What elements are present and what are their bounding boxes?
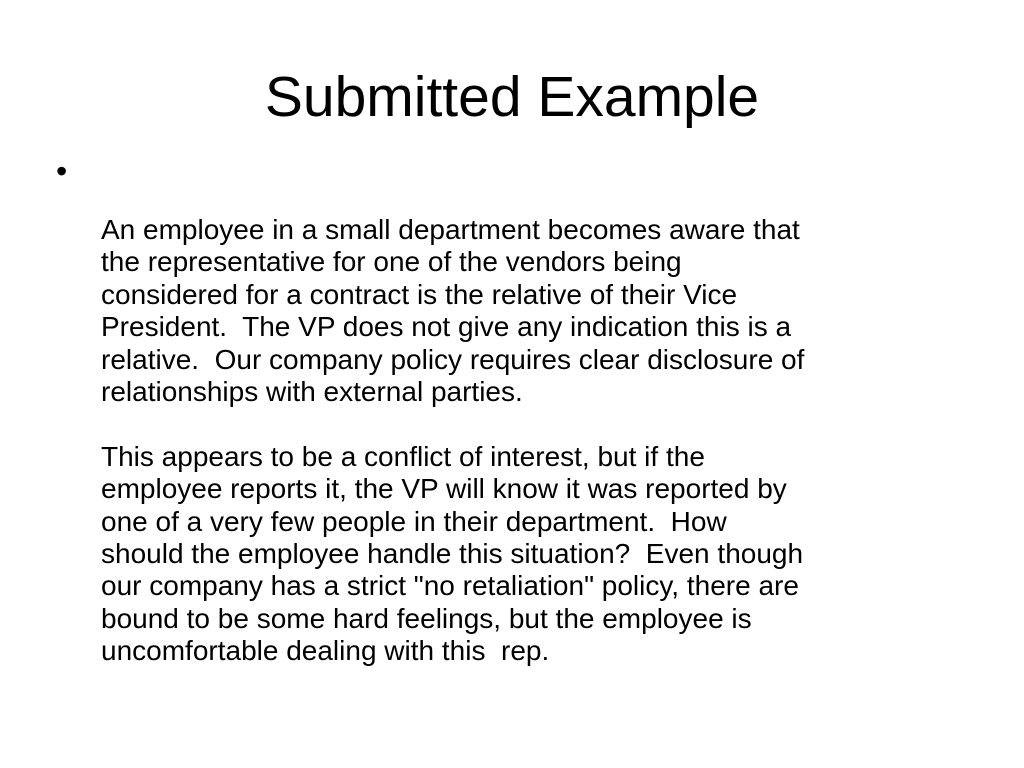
paragraph-line: uncomfortable dealing with this rep. — [101, 635, 550, 667]
paragraph-line: bound to be some hard feelings, but the employee is — [101, 602, 752, 634]
bullet-marker: • — [56, 153, 68, 189]
slide-title: Submitted Example — [264, 65, 760, 129]
paragraph-line: one of a very few people in their department. How — [101, 505, 727, 537]
paragraph-line: the representative for one of the vendors being — [101, 246, 682, 278]
paragraph-line: relationships with external parties. — [101, 376, 523, 408]
paragraph-line: President. The VP does not give any indication this is a — [101, 311, 792, 343]
paragraph-line: This appears to be a conflict of interest, but if the — [101, 440, 705, 472]
paragraph-spacer — [101, 408, 981, 440]
paragraph-line: considered for a contract is the relative of their Vice — [101, 278, 738, 310]
paragraph-line: An employee in a small department becomes aware that — [101, 214, 800, 245]
paragraph-line: should the employee handle this situation? Even though — [101, 538, 804, 570]
paragraph-line: our company has a strict "no retaliation" policy, there are — [101, 570, 799, 602]
paragraph-line: employee reports it, the VP will know it was reported by — [101, 473, 787, 505]
paragraph-1 — [101, 214, 981, 408]
paragraph-line: relative. Our company policy requires clear disclosure of — [101, 343, 805, 375]
slide-body — [101, 214, 981, 668]
paragraph-2 — [101, 441, 981, 668]
